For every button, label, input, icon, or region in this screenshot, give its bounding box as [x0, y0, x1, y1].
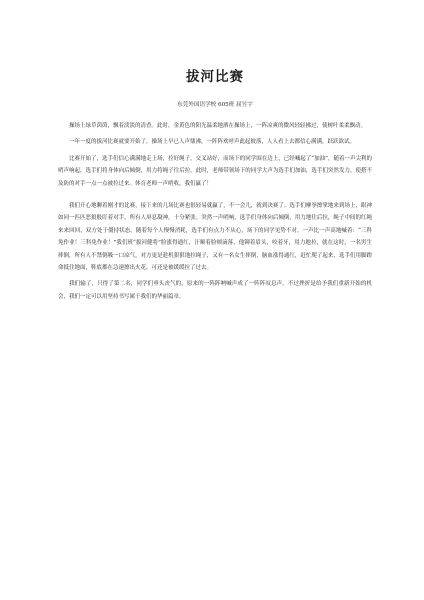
paragraph-1: 操场上绿草茵茵，飘着淡淡的清香。此时，金黄色的阳光温柔地洒在操场上，一阵凉爽的微风轻轻拂过，使树叶柔柔飘动。 — [69, 123, 367, 129]
author-byline: 东莞外国语学校 605班 屈昱宇 — [177, 102, 253, 108]
document-title: 拔河比赛 — [186, 69, 244, 85]
paragraph-2: 一年一度的拔河比赛就要开始了，操场上早已人声鼎沸，一阵阵欢呼声此起彼落，人人看上去都信心满满，跃跃欲试。 — [69, 139, 356, 146]
paragraph-4: 我们开心地聊着刚才的比赛，接下来的几场比赛也很轻易就赢了，不一会儿，就到决赛了。选手们摩拳擦掌地来到场上，眼神如同一匹匹恶狼般盯着对手，所有人屏息凝神，十分紧张。突然一声哨响，选手们身体向后倾倒，用力地往后拉，绳子中间的红绳来来回回，双方处于僵持状态。随着每个人慢慢消耗，选手们有点力不从心，场下的同学见势不对，一声比一声高地喊着：“三科免作业！三科免作业！”我们班“拔河健将”脸涨得通红，汗顺着脸颊滴落，他铆着眉头，咬着牙，用力地拉，就在这时，一名男生摔倒，所有人不禁倒吸一口凉气，对方更是趁机狠狠地拉绳子，又有一名女生摔倒，脑血涨得通红，赶忙爬了起来，选手们用脚蹬命抵住地面，鞋底都在急速擦出火花，可还是被缓缓拉了过去。 — [58, 203, 372, 272]
paragraph-5: 我们输了，只得了第二名，同学们垂头丧气的，原来的一阵阵呐喊声成了一阵阵叹息声。不过挫折是给予我们重新开始的机会，我们一定可以用坚持书写属于我们的华丽篇章。 — [58, 281, 372, 300]
paragraph-3: 比赛开始了，选手们信心满满地走上场，拉好绳子，交叉站好，而场下的同学围在边上，已经喊起了“加油”，随着一声尖利的哨声响起，选手们将身体向后倾倒，用力将绳子往后拉。此时，老师带领场下的同学大声为选手们加油，选手们突然发力，使搭不及防的对手一点一点被拉过来。体育老师一声哨收，我们赢了！ — [58, 155, 372, 187]
